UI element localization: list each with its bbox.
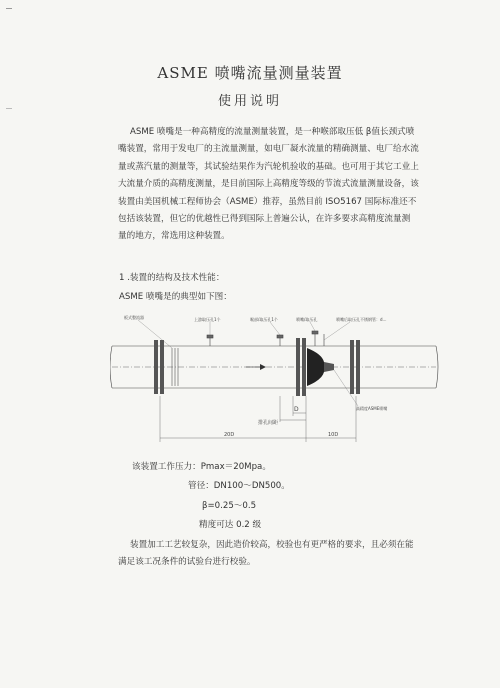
closing-paragraph — [118, 537, 436, 572]
dim-right: 10D — [328, 432, 339, 438]
section-intro: ASME 喷嘴是的典型如下图： — [119, 292, 232, 302]
intro-line: 量或蒸汽量的测量等，其试验结果作为汽轮机验收的基础。也可用于其它工业上 — [118, 161, 419, 172]
diagram-label: 喷嘴后取压孔不锈钢管：d… — [336, 317, 387, 322]
dim-d: D — [294, 406, 299, 413]
spec-accuracy: 精度可达 0.2 级 — [199, 520, 262, 530]
closing-line: 满足该工况条件的试验台进行校验。 — [118, 557, 256, 568]
spec-pressure: 该装置工作压力：Pmax＝20Mpa。 — [132, 462, 271, 472]
spec-beta: β=0.25～0.5 — [202, 501, 257, 511]
diagram-label: 喉部/取压孔1个 — [250, 317, 278, 322]
diagram-label: 上游取压孔1个 — [194, 317, 221, 322]
intro-line: 包括该装置，但它的优越性已得到国际上普遍公认，在许多要求高精度流量测 — [118, 214, 411, 225]
document-title: ASME 喷嘴流量测量装置 — [157, 64, 343, 82]
intro-line: ASME 喷嘴是一种高精度的流量测量装置，是一种喉部取压低 β值长颈式喷 — [130, 127, 415, 137]
spec-diameter: 管径：DN100～DN500。 — [188, 481, 290, 491]
dim-left: 20D — [224, 432, 235, 438]
dim-spacing: 排孔间距 — [258, 420, 279, 426]
intro-line: 嘴装置，常用于发电厂的主流量测量，如电厂凝水流量的精确测量、电厂给水流 — [118, 144, 419, 155]
intro-line: 量的地方，常选用这种装置。 — [118, 231, 230, 242]
diagram-label: 板式整流器 — [124, 315, 144, 320]
scan-edge-mark — [6, 8, 12, 9]
intro-paragraph — [118, 124, 436, 246]
intro-line: 装置由美国机械工程师协会（ASME）推荐，虽然目前 ISO5167 国际标准还不 — [118, 196, 417, 207]
asme-nozzle-diagram — [110, 310, 440, 450]
diagram-label: 高精度ASME喷嘴 — [356, 406, 388, 411]
document-subtitle: 使用说明 — [217, 94, 282, 109]
closing-line: 装置加工工艺较复杂，因此造价较高，校验也有更严格的要求，且必须在能 — [130, 540, 414, 550]
diagram-label: 喷嘴/取压孔 — [296, 317, 318, 322]
intro-line: 大流量介质的高精度测量，是目前国际上高精度等级的节流式流量测量设备，该 — [118, 179, 419, 190]
section-heading: 1 .装置的结构及技术性能： — [119, 273, 225, 283]
